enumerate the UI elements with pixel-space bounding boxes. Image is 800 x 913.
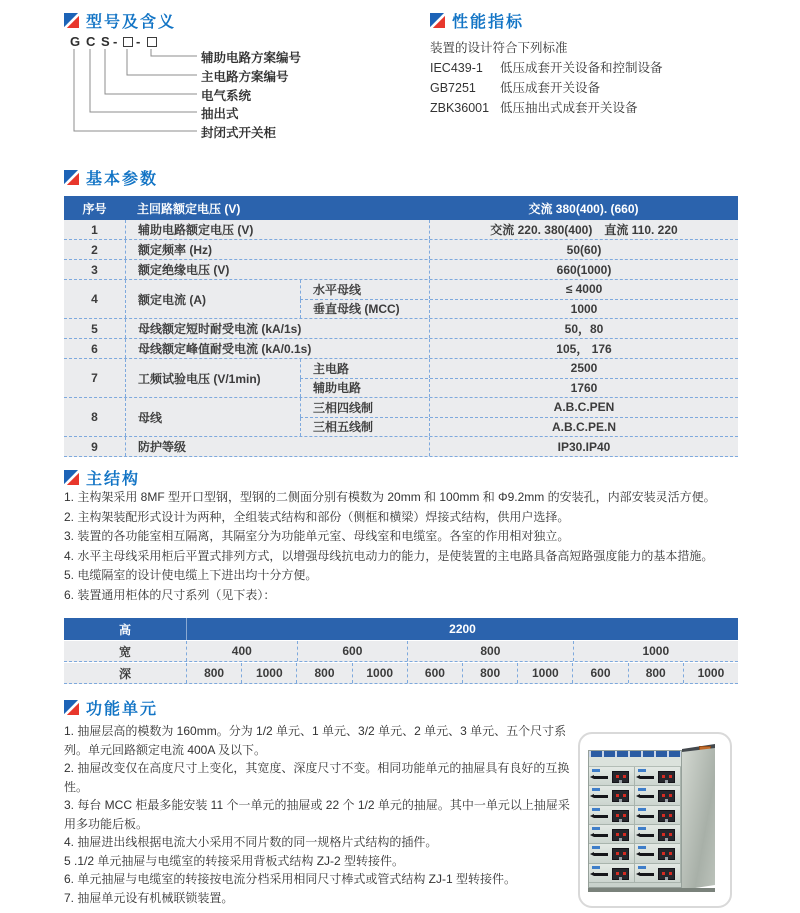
params-row xyxy=(64,398,738,437)
drawer-handle xyxy=(594,873,608,876)
drawer-control-panel xyxy=(612,868,629,880)
basic-params-table xyxy=(64,196,738,457)
depth-value: 1000 xyxy=(517,663,572,683)
section-title-text: 基本参数 xyxy=(86,170,159,188)
row-number: 2 xyxy=(91,242,98,257)
function-note: 6. 单元抽屉与电缆室的转接按电流分档采用相同尺寸棒式或管式结构 ZJ-1 型转接件。 xyxy=(64,872,517,886)
drawer-handle xyxy=(594,776,608,779)
param-name: 防护等级 xyxy=(125,437,429,456)
section-flag-icon xyxy=(64,170,79,185)
standard-code: ZBK36001 xyxy=(430,101,490,115)
drawer-control-panel xyxy=(612,771,629,783)
param-sub-row xyxy=(300,378,738,398)
function-note: 5 .1/2 单元抽屉与电缆室的转接采用背板式结构 ZJ-2 型转接件。 xyxy=(64,853,405,868)
param-name: 额定绝缘电压 (V) xyxy=(125,260,429,279)
section-title-basic-params xyxy=(64,167,158,187)
function-note: 3. 每台 MCC 柜最多能安装 11 个一单元的抽屉或 22 个 1/2 单元的抽屉。其中一单元以上抽屉采用多功能后板。 xyxy=(64,798,570,831)
param-value: 105， 176 xyxy=(429,339,738,358)
standard-code: IEC439-1 xyxy=(430,61,483,75)
drawer-unit xyxy=(589,786,635,805)
section-title-text: 功能单元 xyxy=(86,700,159,718)
params-row xyxy=(64,359,738,398)
model-code-label: 封闭式开关柜 xyxy=(201,126,277,140)
cabinet-base xyxy=(588,888,715,892)
depth-value: 600 xyxy=(407,663,462,683)
model-code-label: 抽出式 xyxy=(201,107,239,121)
param-name: 额定频率 (Hz) xyxy=(125,240,429,259)
param-sub-row xyxy=(300,398,738,417)
param-subname: 辅助电路 xyxy=(300,379,429,398)
param-sub-row xyxy=(300,359,738,378)
performance-standards xyxy=(430,38,775,118)
standard-desc: 低压抽出式成套开关设备 xyxy=(500,101,638,115)
cabinet-front-panel xyxy=(588,750,682,888)
width-values xyxy=(186,641,738,661)
section-title-model xyxy=(64,10,176,30)
param-subname: 三相四线制 xyxy=(300,398,429,417)
drawer-label-chip xyxy=(638,846,646,849)
row-number: 9 xyxy=(91,439,98,454)
switchgear-cabinet-photo xyxy=(587,744,721,894)
param-subname: 垂直母线 (MCC) xyxy=(300,300,429,319)
drawer-label-chip xyxy=(592,769,600,772)
depth-value: 800 xyxy=(186,663,241,683)
param-subname: 水平母线 xyxy=(300,280,429,299)
param-name: 母线额定峰值耐受电流 (kA/0.1s) xyxy=(125,339,429,358)
function-unit-notes xyxy=(64,722,572,907)
param-value: IP30.IP40 xyxy=(429,437,738,456)
function-note: 1. 抽屉层高的模数为 160mm。分为 1/2 单元、1 单元、3/2 单元、2 单元、3 单元、五个尺寸系列。单元回路额定电流 400A 及以下。 xyxy=(64,724,567,757)
param-value: 交流 220. 380(400) 直流 110. 220 xyxy=(429,220,738,239)
row-number: 1 xyxy=(91,222,98,237)
structure-note: 1. 主构架采用 8MF 型开口型钢，型钢的二侧面分别有模数为 20mm 和 100mm 和 Φ9.2mm 的安装孔，内部安装灵活方便。 xyxy=(64,490,716,504)
section-flag-icon xyxy=(64,700,79,715)
function-note: 2. 抽屉改变仅在高度尺寸上变化，其宽度、深度尺寸不变。相同功能单元的抽屉具有良好的互换性。 xyxy=(64,761,570,794)
code-char: - xyxy=(136,34,141,49)
param-name: 母线额定短时耐受电流 (kA/1s) xyxy=(125,319,429,338)
dim-label-height: 高 xyxy=(118,622,131,637)
drawer-unit xyxy=(589,844,635,863)
depth-value: 800 xyxy=(462,663,517,683)
drawer-control-panel xyxy=(612,790,629,802)
standard-entry xyxy=(430,78,775,98)
drawer-handle xyxy=(640,834,654,837)
drawer-label-chip xyxy=(638,866,646,869)
drawer-label-chip xyxy=(592,788,600,791)
depth-value: 800 xyxy=(296,663,351,683)
depth-value: 1000 xyxy=(352,663,407,683)
param-sub-row xyxy=(300,299,738,319)
structure-note: 2. 主构架装配形式设计为两种，全组装式结构和部份（侧框和横梁）焊接式结构，供用户选择。 xyxy=(64,509,570,524)
drawer-handle xyxy=(640,795,654,798)
standard-code: GB7251 xyxy=(430,81,476,95)
cabinet-header-band xyxy=(589,757,681,767)
drawer-unit xyxy=(635,786,681,805)
depth-value: 1000 xyxy=(683,663,738,683)
drawer-unit xyxy=(589,767,635,786)
param-subname: 主电路 xyxy=(300,359,429,378)
model-code-label: 电气系统 xyxy=(201,89,252,103)
drawer-label-chip xyxy=(592,846,600,849)
structure-note: 4. 水平主母线采用柜后平置式排列方式，以增强母线抗电动力的能力，是使装置的主电路具备高短路强度能力的基本措施。 xyxy=(64,548,714,563)
width-value: 600 xyxy=(297,641,408,661)
drawer-label-chip xyxy=(592,827,600,830)
params-row xyxy=(64,319,738,339)
params-row xyxy=(64,220,738,240)
depth-value: 800 xyxy=(628,663,683,683)
standard-entry xyxy=(430,58,775,78)
drawer-label-chip xyxy=(592,808,600,811)
drawer-control-panel xyxy=(658,868,675,880)
code-char: G xyxy=(70,34,81,49)
drawer-unit xyxy=(635,767,681,786)
section-title-text: 型号及含义 xyxy=(86,13,177,31)
dimension-row-height xyxy=(64,618,738,640)
section-title-performance xyxy=(430,10,524,30)
standard-entry xyxy=(430,98,775,118)
structure-note: 6. 装置通用柜体的尺寸系列（见下表）： xyxy=(64,587,276,602)
standard-desc: 低压成套开关设备和控制设备 xyxy=(500,61,663,75)
param-value: A.B.C.PEN xyxy=(429,398,738,417)
structure-note: 5. 电缆隔室的设计使电缆上下进出均十分方便。 xyxy=(64,568,318,582)
structure-notes xyxy=(64,488,746,605)
param-sub-row xyxy=(300,280,738,299)
row-number: 4 xyxy=(91,292,98,306)
drawer-control-panel xyxy=(658,848,675,860)
drawer-control-panel xyxy=(658,790,675,802)
cabinet-side-panel xyxy=(682,748,715,890)
code-char: S xyxy=(101,34,110,49)
drawer-label-chip xyxy=(638,827,646,830)
drawer-handle xyxy=(640,815,654,818)
drawer-handle xyxy=(594,853,608,856)
section-title-text: 主结构 xyxy=(86,470,141,488)
dim-label-width: 宽 xyxy=(118,644,131,659)
section-flag-icon xyxy=(64,13,79,28)
standards-list xyxy=(430,58,775,118)
params-row xyxy=(64,437,738,457)
drawer-handle xyxy=(640,873,654,876)
row-number: 7 xyxy=(91,371,98,385)
drawer-unit xyxy=(635,806,681,825)
row-number: 5 xyxy=(91,321,98,336)
model-code-label: 辅助电路方案编号 xyxy=(201,51,302,65)
header-cell-no: 序号 xyxy=(82,201,107,216)
param-name: 辅助电路额定电压 (V) xyxy=(125,220,429,239)
row-number: 6 xyxy=(91,341,98,356)
section-title-function-unit xyxy=(64,697,158,717)
drawer-control-panel xyxy=(658,810,675,822)
param-value: 1000 xyxy=(429,300,738,319)
dim-value-height: 2200 xyxy=(186,618,738,640)
header-cell-value: 交流 380(400). (660) xyxy=(528,201,639,216)
section-title-structure xyxy=(64,467,140,487)
table-body xyxy=(64,220,738,457)
params-row xyxy=(64,260,738,280)
width-value: 1000 xyxy=(573,641,738,661)
dimension-row-width xyxy=(64,641,738,662)
drawer-handle xyxy=(594,834,608,837)
drawer-unit xyxy=(635,864,681,883)
param-name: 额定电流 (A) xyxy=(125,280,300,318)
params-row xyxy=(64,240,738,260)
cabinet-drawers xyxy=(589,767,681,883)
drawer-label-chip xyxy=(638,769,646,772)
param-name: 母线 xyxy=(125,398,300,436)
param-value: 2500 xyxy=(429,359,738,378)
header-cell-item: 主回路额定电压 (V) xyxy=(137,201,241,216)
dimension-row-depth xyxy=(64,663,738,684)
drawer-label-chip xyxy=(638,808,646,811)
drawer-handle xyxy=(594,815,608,818)
drawer-label-chip xyxy=(638,788,646,791)
drawer-unit xyxy=(589,825,635,844)
row-number: 8 xyxy=(91,410,98,424)
drawer-unit xyxy=(589,806,635,825)
dim-label-depth: 深 xyxy=(118,666,131,681)
drawer-unit xyxy=(635,844,681,863)
drawer-handle xyxy=(640,853,654,856)
section-title-text: 性能指标 xyxy=(452,13,525,31)
param-value: 50，80 xyxy=(429,319,738,338)
param-value: 660(1000) xyxy=(429,260,738,279)
param-value: ≤ 4000 xyxy=(429,280,738,299)
code-char: C xyxy=(86,34,96,49)
function-note: 4. 抽屉进出线根据电流大小采用不同片数的同一规格片式结构的插件。 xyxy=(64,835,438,849)
row-number: 3 xyxy=(91,262,98,277)
param-value: 50(60) xyxy=(429,240,738,259)
drawer-control-panel xyxy=(658,829,675,841)
standard-desc: 低压成套开关设备 xyxy=(500,81,601,95)
code-char: - xyxy=(113,34,118,49)
function-note: 7. 抽屉单元设有机械联锁装置。 xyxy=(64,890,234,905)
params-row xyxy=(64,280,738,319)
drawer-handle xyxy=(640,776,654,779)
drawer-control-panel xyxy=(612,829,629,841)
drawer-unit xyxy=(635,825,681,844)
structure-note: 3. 装置的各功能室相互隔离，其隔室分为功能单元室、母线室和电缆室。各室的作用相对独立。 xyxy=(64,529,570,543)
drawer-control-panel xyxy=(612,848,629,860)
width-value: 800 xyxy=(407,641,572,661)
width-value: 400 xyxy=(186,641,297,661)
drawer-control-panel xyxy=(612,810,629,822)
param-sub-rows xyxy=(300,280,738,318)
depth-value: 1000 xyxy=(241,663,296,683)
standards-intro: 装置的设计符合下列标准 xyxy=(430,41,568,55)
param-sub-rows xyxy=(300,398,738,436)
param-name: 工频试验电压 (V/1min) xyxy=(125,359,300,397)
param-value: 1760 xyxy=(429,379,738,398)
drawer-label-chip xyxy=(592,866,600,869)
params-row xyxy=(64,339,738,359)
product-photo-frame xyxy=(578,732,732,908)
drawer-handle xyxy=(594,795,608,798)
param-value: A.B.C.PE.N xyxy=(429,418,738,437)
table-header-row xyxy=(64,196,738,220)
param-sub-row xyxy=(300,417,738,437)
drawer-control-panel xyxy=(658,771,675,783)
param-sub-rows xyxy=(300,359,738,397)
model-code-label: 主电路方案编号 xyxy=(201,70,289,84)
depth-values xyxy=(186,663,738,683)
section-flag-icon xyxy=(64,470,79,485)
drawer-unit xyxy=(589,864,635,883)
param-subname: 三相五线制 xyxy=(300,418,429,437)
dimension-table xyxy=(64,618,738,684)
section-flag-icon xyxy=(430,13,445,28)
depth-value: 600 xyxy=(572,663,627,683)
